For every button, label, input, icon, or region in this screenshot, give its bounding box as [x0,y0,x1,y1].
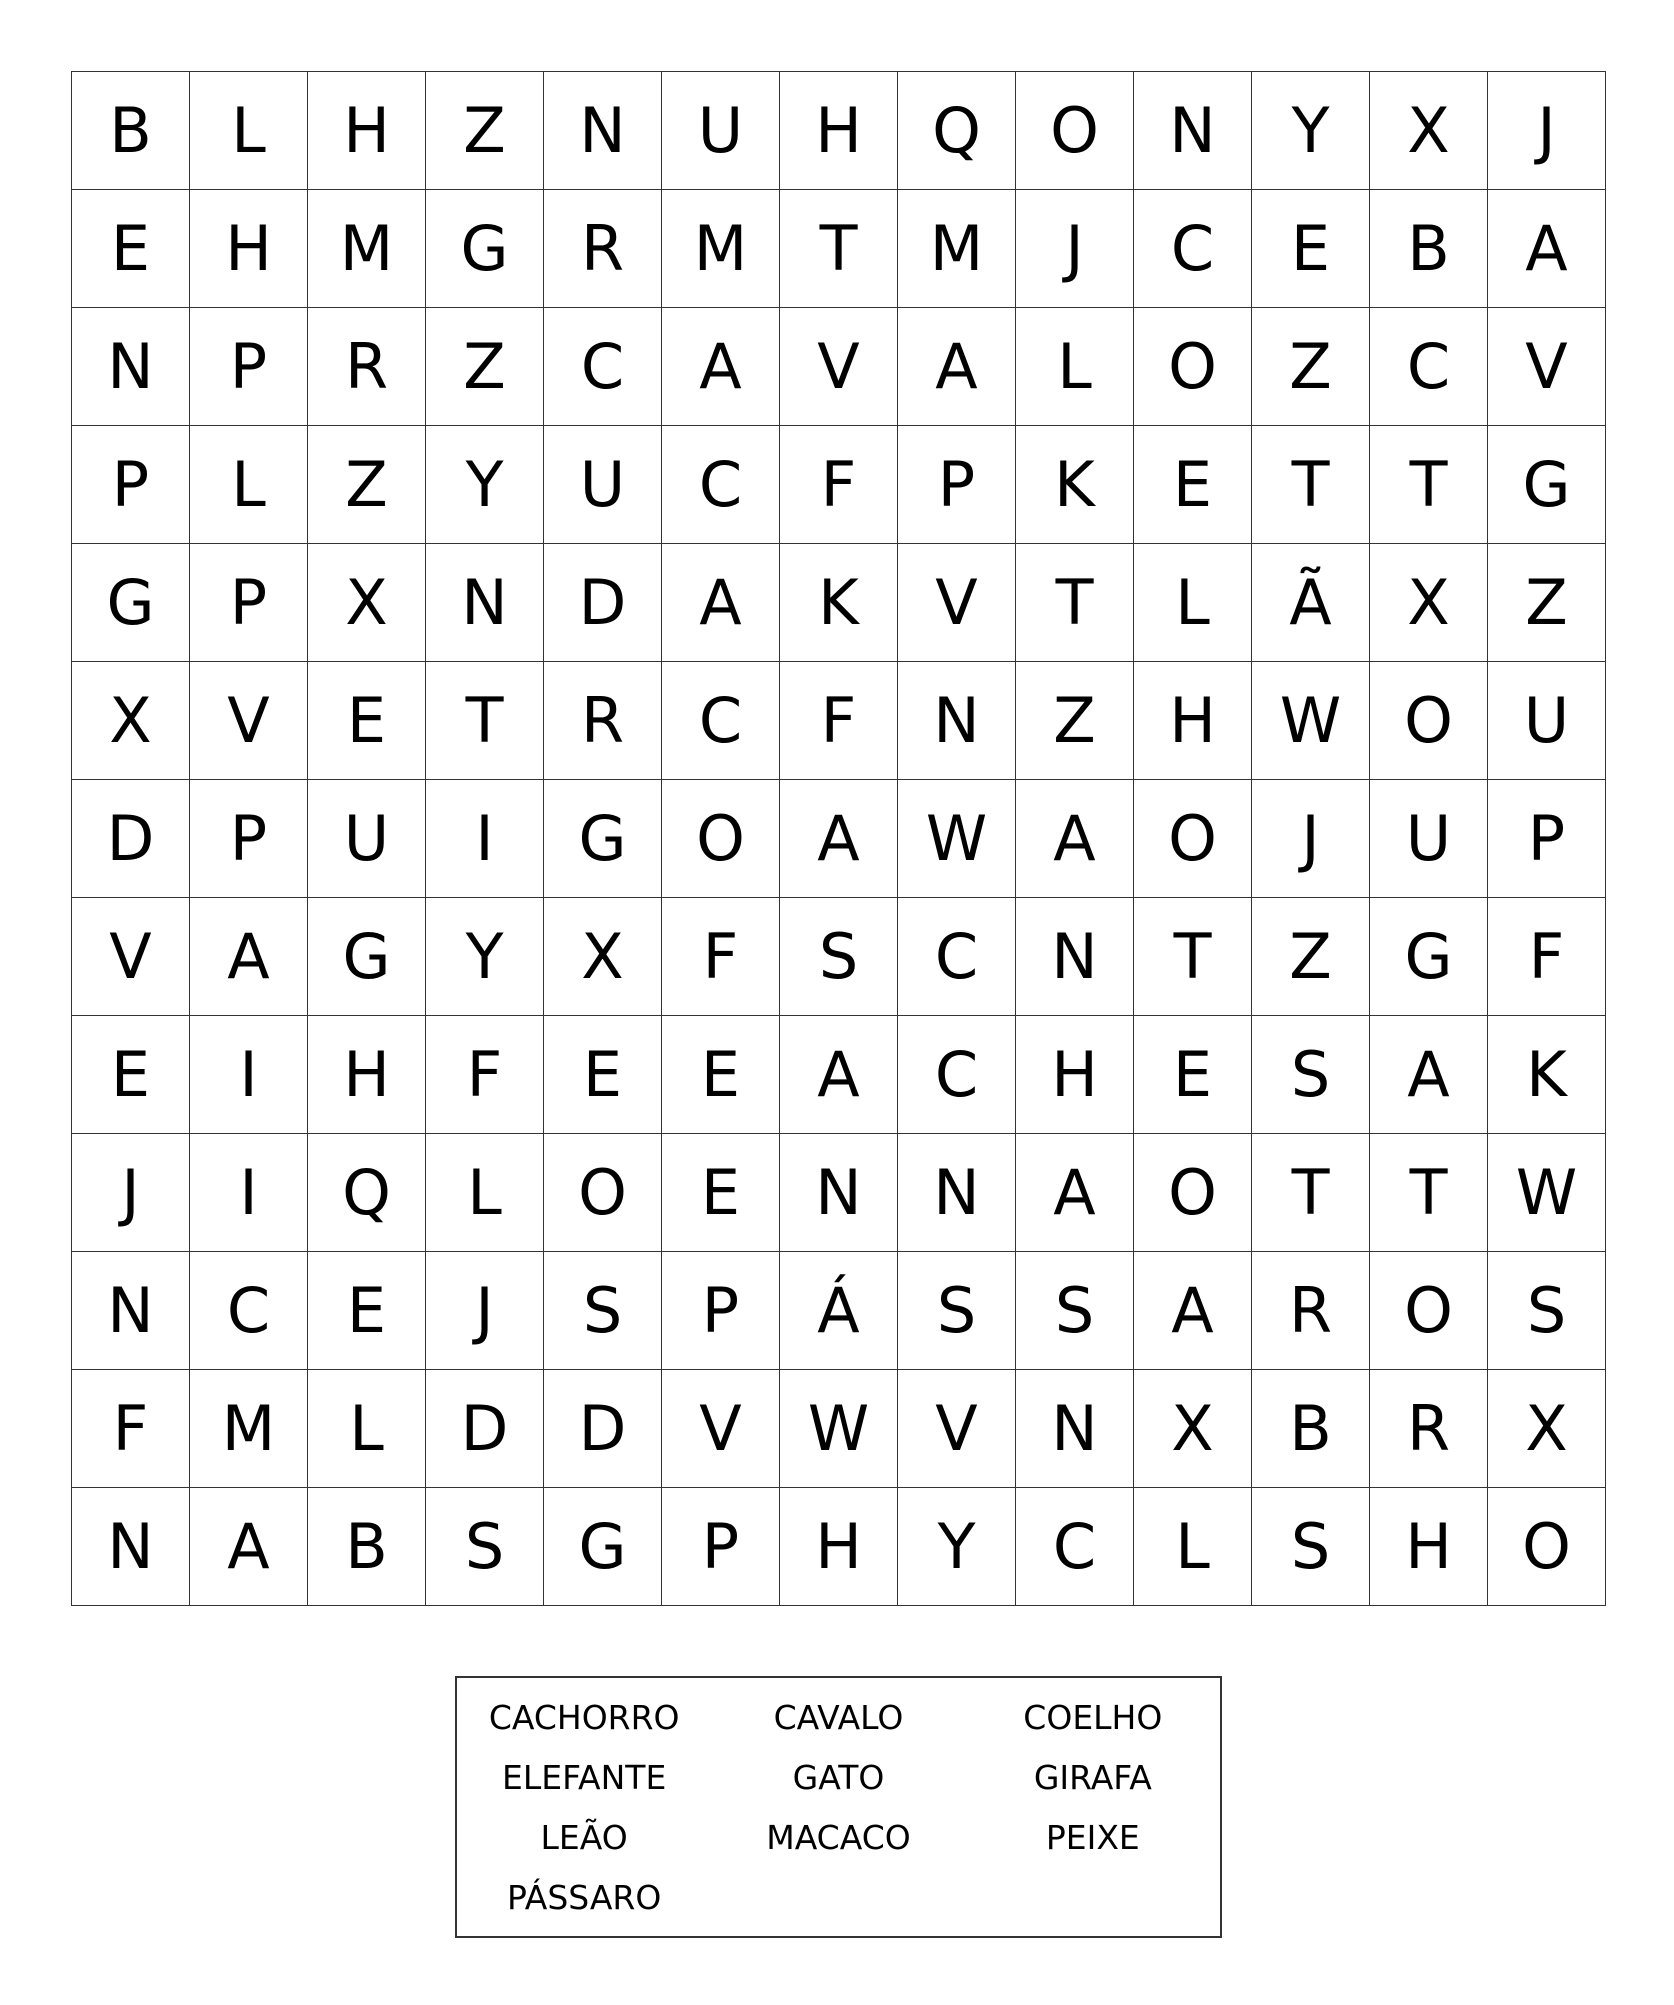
grid-cell[interactable]: L [1134,1488,1252,1606]
grid-cell[interactable]: T [1370,426,1488,544]
grid-cell[interactable]: W [780,1370,898,1488]
grid-cell[interactable]: Z [1488,544,1606,662]
grid-cell[interactable]: X [1370,544,1488,662]
grid-cell[interactable]: A [1016,1134,1134,1252]
grid-cell[interactable]: Á [780,1252,898,1370]
grid-cell[interactable]: A [898,308,1016,426]
grid-cell[interactable]: Ã [1252,544,1370,662]
grid-cell[interactable]: Z [1252,308,1370,426]
grid-cell[interactable]: A [662,544,780,662]
word-list-item: PEIXE [1045,1818,1140,1857]
grid-cell[interactable]: T [1016,544,1134,662]
grid-cell[interactable]: U [1370,780,1488,898]
grid-cell[interactable]: U [544,426,662,544]
grid-cell[interactable]: Q [308,1134,426,1252]
grid-cell[interactable]: S [544,1252,662,1370]
grid-cell[interactable]: M [898,190,1016,308]
grid-cell[interactable]: S [1016,1252,1134,1370]
grid-cell[interactable]: E [544,1016,662,1134]
grid-cell[interactable]: A [662,308,780,426]
grid-cell[interactable]: M [190,1370,308,1488]
grid-cell[interactable]: L [1134,544,1252,662]
grid-cell[interactable]: N [426,544,544,662]
grid-cell[interactable]: F [780,426,898,544]
grid-cell[interactable]: P [190,544,308,662]
grid-cell[interactable]: X [1134,1370,1252,1488]
grid-cell[interactable]: D [72,780,190,898]
grid-cell[interactable]: X [72,662,190,780]
grid-cell[interactable]: R [308,308,426,426]
grid-cell[interactable]: M [308,190,426,308]
grid-cell[interactable]: F [780,662,898,780]
grid-cell[interactable]: J [1488,72,1606,190]
grid-cell[interactable]: T [780,190,898,308]
grid-cell[interactable]: N [72,1252,190,1370]
grid-cell[interactable]: N [1016,898,1134,1016]
grid-cell[interactable]: H [308,1016,426,1134]
grid-cell[interactable]: K [780,544,898,662]
grid-cell[interactable]: Z [1252,898,1370,1016]
grid-cell[interactable]: A [1016,780,1134,898]
grid-cell[interactable]: P [662,1252,780,1370]
grid-cell[interactable]: T [1252,426,1370,544]
grid-cell[interactable]: H [1370,1488,1488,1606]
grid-cell[interactable]: T [1252,1134,1370,1252]
grid-cell[interactable]: N [780,1134,898,1252]
grid-cell[interactable]: J [426,1252,544,1370]
grid-cell[interactable]: M [662,190,780,308]
grid-cell[interactable]: L [190,426,308,544]
word-list-item: CACHORRO [488,1698,680,1737]
grid-cell[interactable]: U [1488,662,1606,780]
grid-cell[interactable]: C [662,662,780,780]
grid-cell[interactable]: H [1016,1016,1134,1134]
grid-cell[interactable]: T [1134,898,1252,1016]
grid-cell[interactable]: X [1488,1370,1606,1488]
grid-cell[interactable]: G [308,898,426,1016]
grid-cell[interactable]: C [1016,1488,1134,1606]
grid-cell[interactable]: C [190,1252,308,1370]
grid-cell[interactable]: W [898,780,1016,898]
grid-cell[interactable]: E [1134,1016,1252,1134]
grid-cell[interactable]: J [1252,780,1370,898]
grid-cell[interactable]: I [190,1134,308,1252]
grid-cell[interactable]: B [1370,190,1488,308]
grid-cell[interactable]: E [662,1016,780,1134]
word-list-item: ELEFANTE [502,1758,667,1797]
grid-cell[interactable]: Z [1016,662,1134,780]
grid-cell[interactable]: F [662,898,780,1016]
grid-cell[interactable]: O [1134,780,1252,898]
grid-cell[interactable]: V [72,898,190,1016]
word-list-item: COELHO [1023,1698,1163,1737]
grid-cell[interactable]: T [426,662,544,780]
grid-cell[interactable]: S [780,898,898,1016]
grid-cell[interactable]: P [190,308,308,426]
grid-cell[interactable]: J [1016,190,1134,308]
grid-cell[interactable]: A [1488,190,1606,308]
grid-cell[interactable]: X [308,544,426,662]
grid-cell[interactable]: R [544,662,662,780]
grid-cell[interactable]: R [544,190,662,308]
grid-cell[interactable]: C [898,1016,1016,1134]
word-list-item: CAVALO [773,1698,904,1737]
grid-cell[interactable]: P [1488,780,1606,898]
grid-cell[interactable]: E [662,1134,780,1252]
grid-cell[interactable]: J [72,1134,190,1252]
grid-cell[interactable]: O [1134,1134,1252,1252]
grid-cell[interactable]: H [780,72,898,190]
grid-cell[interactable]: C [1370,308,1488,426]
grid-cell[interactable]: O [1016,72,1134,190]
grid-cell[interactable]: L [190,72,308,190]
grid-cell[interactable]: N [72,1488,190,1606]
grid-cell[interactable]: W [1252,662,1370,780]
grid-cell[interactable]: L [1016,308,1134,426]
grid-cell[interactable]: R [1370,1370,1488,1488]
grid-cell[interactable]: K [1016,426,1134,544]
grid-cell[interactable]: A [190,1488,308,1606]
grid-cell[interactable]: X [1370,72,1488,190]
grid-cell[interactable]: S [1252,1488,1370,1606]
grid-cell[interactable]: F [1488,898,1606,1016]
grid-cell[interactable]: E [1252,190,1370,308]
grid-cell[interactable]: O [1488,1488,1606,1606]
grid-cell[interactable]: P [898,426,1016,544]
grid-cell[interactable]: A [780,780,898,898]
grid-cell[interactable]: V [898,544,1016,662]
grid-cell[interactable]: N [72,308,190,426]
grid-cell[interactable]: C [1134,190,1252,308]
grid-cell[interactable]: P [72,426,190,544]
grid-cell[interactable]: Y [898,1488,1016,1606]
grid-cell[interactable]: A [1370,1016,1488,1134]
grid-cell[interactable]: E [1134,426,1252,544]
grid-cell[interactable]: U [308,780,426,898]
grid-cell[interactable]: Y [1252,72,1370,190]
grid-cell[interactable]: N [1016,1370,1134,1488]
grid-cell[interactable]: S [1252,1016,1370,1134]
grid-cell[interactable]: P [662,1488,780,1606]
grid-cell[interactable]: G [72,544,190,662]
grid-cell[interactable]: O [1134,308,1252,426]
grid-cell[interactable]: S [1488,1252,1606,1370]
grid-cell[interactable]: H [780,1488,898,1606]
grid-cell[interactable]: G [544,780,662,898]
grid-cell[interactable]: H [308,72,426,190]
grid-cell[interactable]: I [190,1016,308,1134]
grid-cell[interactable]: S [426,1488,544,1606]
grid-cell[interactable]: Q [898,72,1016,190]
word-list-item: MACACO [766,1818,911,1857]
grid-cell[interactable]: O [1370,662,1488,780]
grid-cell[interactable]: S [898,1252,1016,1370]
grid-cell[interactable]: Y [426,898,544,1016]
grid-cell[interactable]: E [308,662,426,780]
grid-cell[interactable]: G [1370,898,1488,1016]
grid-cell[interactable]: L [308,1370,426,1488]
grid-cell[interactable]: N [544,72,662,190]
grid-cell[interactable]: N [1134,72,1252,190]
grid-cell[interactable]: B [72,72,190,190]
grid-cell[interactable]: G [426,190,544,308]
word-list-item: GATO [792,1758,885,1797]
grid-cell[interactable]: N [898,662,1016,780]
grid-cell[interactable]: B [1252,1370,1370,1488]
grid-cell[interactable]: P [190,780,308,898]
grid-cell[interactable]: E [308,1252,426,1370]
grid-cell[interactable]: V [780,308,898,426]
word-search-grid [71,71,1606,1606]
grid-cell[interactable]: T [1370,1134,1488,1252]
grid-cell[interactable]: V [662,1370,780,1488]
word-list-box [455,1676,1222,1938]
grid-cell[interactable]: Y [426,426,544,544]
grid-cell[interactable]: O [662,780,780,898]
grid-cell[interactable]: L [426,1134,544,1252]
grid-cell[interactable]: F [72,1370,190,1488]
grid-cell[interactable]: D [426,1370,544,1488]
grid-cell[interactable]: Z [308,426,426,544]
grid-cell[interactable]: Z [426,72,544,190]
grid-cell[interactable]: U [662,72,780,190]
grid-cell[interactable]: A [1134,1252,1252,1370]
grid-cell[interactable]: O [544,1134,662,1252]
grid-cell[interactable]: F [426,1016,544,1134]
grid-cell[interactable]: E [72,1016,190,1134]
grid-cell[interactable]: R [1252,1252,1370,1370]
grid-cell[interactable]: C [544,308,662,426]
grid-cell[interactable]: D [544,544,662,662]
grid-cell[interactable]: A [780,1016,898,1134]
grid-cell[interactable]: X [544,898,662,1016]
grid-cell[interactable]: V [1488,308,1606,426]
grid-cell[interactable]: A [190,898,308,1016]
word-list-item: PÁSSARO [506,1878,662,1917]
grid-cell[interactable]: H [190,190,308,308]
grid-cell[interactable]: K [1488,1016,1606,1134]
word-list-item: LEÃO [540,1818,628,1857]
grid-cell[interactable]: V [898,1370,1016,1488]
grid-cell[interactable]: G [1488,426,1606,544]
grid-cell[interactable]: V [190,662,308,780]
grid-cell[interactable]: G [544,1488,662,1606]
grid-cell[interactable]: C [898,898,1016,1016]
grid-cell[interactable]: O [1370,1252,1488,1370]
grid-cell[interactable]: N [898,1134,1016,1252]
grid-cell[interactable]: W [1488,1134,1606,1252]
grid-cell[interactable]: H [1134,662,1252,780]
grid-cell[interactable]: Z [426,308,544,426]
grid-cell[interactable]: B [308,1488,426,1606]
grid-cell[interactable]: C [662,426,780,544]
word-list-item: GIRAFA [1033,1758,1152,1797]
grid-cell[interactable]: E [72,190,190,308]
grid-cell[interactable]: D [544,1370,662,1488]
grid-cell[interactable]: I [426,780,544,898]
